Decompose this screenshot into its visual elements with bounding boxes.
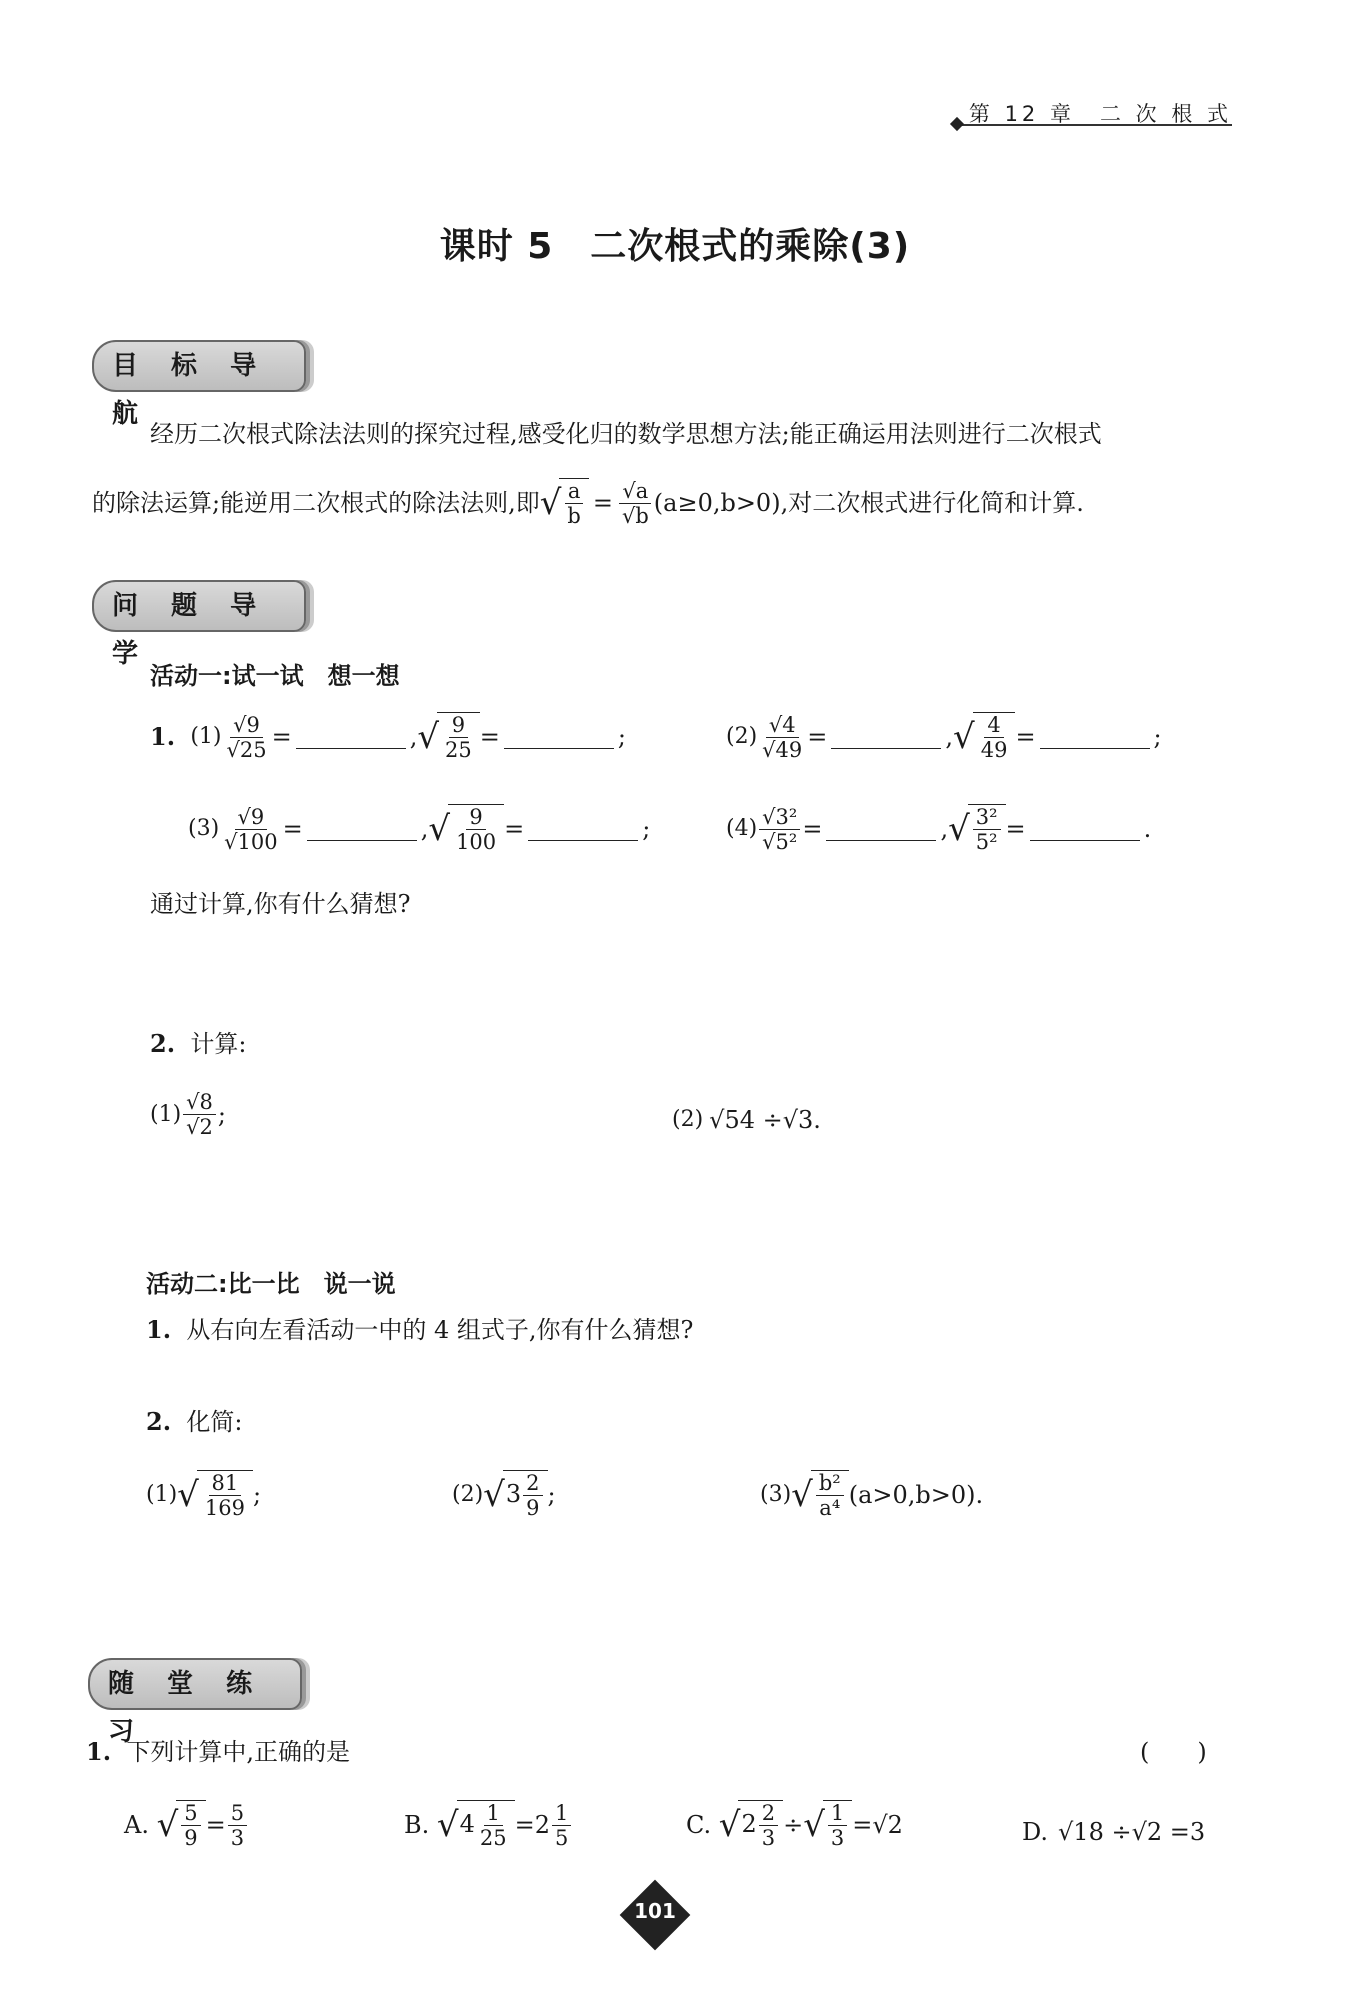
goal-text-2b: (a≥0,b>0),对二次根式进行化简和计算. [653,489,1084,517]
answer-blank[interactable] [1030,818,1140,841]
option-b-label: B. [404,1811,430,1839]
activity2-q2-part1: (1) √ $\frac{81}{169}$ ; [146,1471,262,1520]
q2-label: 计算: [190,1030,247,1058]
activity1-row1-right: (2) $\frac{√4}{√49}$ = , √ $\frac{4}{49}$ = ; [726,712,1162,762]
option-a[interactable]: A. √ $\frac{5}{9}$ = $\frac{5}{3}$ [124,1800,249,1850]
answer-blank[interactable] [826,818,936,841]
answer-blank[interactable] [528,818,638,841]
answer-blank[interactable] [831,726,941,749]
answer-blank[interactable] [1040,726,1150,749]
option-d[interactable] [1022,1812,1205,1852]
header-diamond-icon [950,117,964,131]
answer-blank[interactable] [296,726,406,749]
p-q1-text: 下列计算中,正确的是 [126,1738,350,1766]
activity2-q2-part2: (2) √ 3 $\frac{2}{9}$ ; [452,1471,556,1520]
option-c-label: C. [686,1811,712,1839]
a2-q1-number: 1. [146,1315,172,1344]
answer-blank[interactable] [307,818,417,841]
activity1-row2-left: (3) $\frac{√9}{√100}$ = , √ $\frac{9}{100}$ = ; [188,804,651,854]
practice-q1 [86,1732,350,1772]
section-problem-label: 问 题 导 学 [112,591,269,669]
q1-number: 1. [150,722,176,751]
activity1-q2-part1: (1) $\frac{√8}{√2}$ ; [150,1090,227,1139]
section-practice-label: 随 堂 练 习 [108,1669,265,1747]
goal-text-line1: 经历二次根式除法法则的探究过程,感受化归的数学思想方法;能正确运用法则进行二次根式 [150,420,1102,448]
goal-text-line2: 的除法运算;能逆用二次根式的除法法则,即 √ $\frac{a}{b}$ = $\frac{√a}{√b}$ (a≥0,b>0),对二次根式进行化简和计算. [92,478,1084,528]
q2-part2-expr: √54 ÷√3. [709,1106,821,1134]
formula-sqrt-a-over-b: √ $\frac{a}{b}$ [540,478,589,528]
option-c[interactable]: C. √ 2 $\frac{2}{3}$ ÷ √ $\frac{1}{3}$ =√2 [686,1801,903,1850]
answer-blank[interactable] [504,726,614,749]
part-3-label: (3) [188,816,220,841]
activity2-q1 [146,1310,693,1350]
activity2-q2 [146,1402,242,1442]
q2-part1-label: (1) [150,1101,182,1127]
q2-part2-label: (2) [672,1107,704,1132]
part-4-label: (4) [726,816,758,841]
p-q1-number: 1. [86,1737,112,1766]
activity1-row2-right: (4) $\frac{\text{√3²}}{\text{√5²}}$ = , √ $\frac{\text{3²}}{\text{5²}}$ = . [726,804,1152,854]
q2-number: 2. [150,1029,176,1058]
section-goal [92,340,306,429]
formula-sqrt-a-div-sqrt-b: $\frac{√a}{√b}$ [619,479,652,528]
section-practice [88,1658,302,1747]
option-b[interactable]: B. √ 4 $\frac{1}{25}$ =2 $\frac{1}{5}$ [404,1800,573,1850]
activity2-q2-part3: (3) √ $\frac{\text{b²}}{\text{a⁴}}$ (a>0,b>0). [760,1471,984,1520]
page-title: 课时 5 二次根式的乘除(3) [439,226,911,267]
page-number: 101 [634,1899,676,1923]
part-2-label: (2) [726,724,758,749]
header-rule [960,124,1232,126]
a2-part2-label: (2) [452,1482,484,1507]
a2-q2-label: 化简: [186,1408,243,1436]
activity2-title: 活动二:比一比 说一说 [146,1270,396,1298]
activity1-question: 通过计算,你有什么猜想? [150,890,411,918]
a2-q2-number: 2. [146,1407,172,1436]
a2-part3-label: (3) [760,1482,792,1507]
option-d-label: D. [1022,1818,1049,1846]
activity1-q2-part2 [672,1100,821,1140]
a2-part3-condition: (a>0,b>0). [848,1481,984,1509]
chapter-header: 第 12 章 二 次 根 式 [968,102,1232,126]
answer-parentheses[interactable]: ( ) [1140,1738,1207,1766]
goal-text-2a: 的除法运算;能逆用二次根式的除法法则,即 [92,489,540,517]
part-1-label: (1) [190,724,222,749]
activity1-q2 [150,1024,246,1064]
a2-q1-text: 从右向左看活动一中的 4 组式子,你有什么猜想? [186,1316,694,1344]
option-a-label: A. [124,1811,149,1839]
option-d-expr: √18 ÷√2 =3 [1058,1818,1206,1846]
section-problem [92,580,306,669]
activity1-title: 活动一:试一试 想一想 [150,662,400,690]
section-goal-label: 目 标 导 航 [112,351,269,429]
a2-part1-label: (1) [146,1482,178,1507]
activity1-row1-left: 1. (1) $\frac{√9}{√25}$ = , √ $\frac{9}{25}$ = ; [150,712,626,762]
